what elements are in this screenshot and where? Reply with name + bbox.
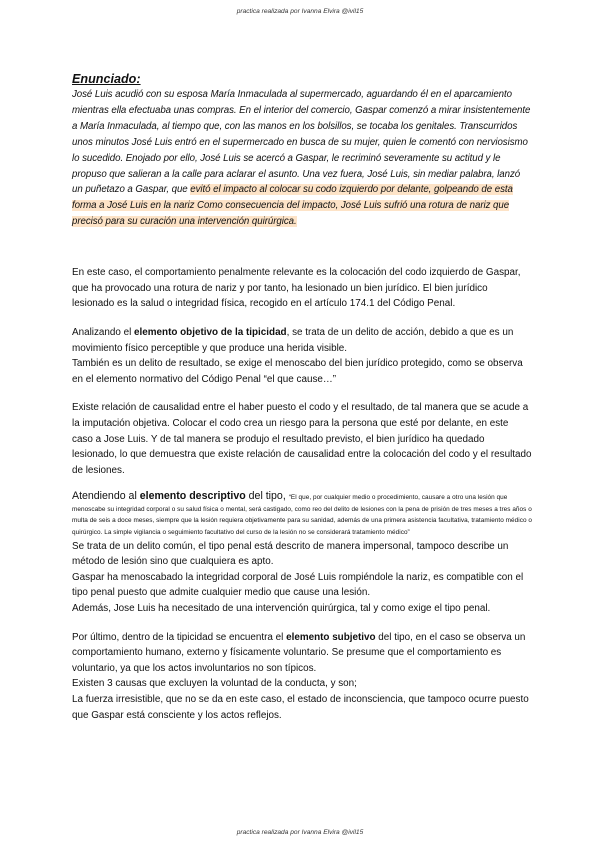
paragraph-elemento-objetivo xyxy=(72,325,532,356)
p2-post: , se trata de un delito de acción, debido a que es un movimiento físico perceptible y que produce una herida visible. xyxy=(72,326,514,354)
paragraph-causalidad: Existe relación de causalidad entre el haber puesto el codo y el resultado, de tal manera que se acude a la imputación objetiva. Colocar el codo crea un riesgo para la persona que esté por delante, en este caso a Jose Luis. Y de tal manera se produjo el resultado previsto, el bien jurídico ha quedado lesionado, lo que demuestra que existe relación de causalidad entre la colocación del codo y el resultado de lesiones. xyxy=(72,402,532,476)
document-body xyxy=(72,72,532,723)
page-header: practica realizada por Ivanna Elvira @ivil15 xyxy=(236,8,364,15)
paragraph-menoscabo: Gaspar ha menoscabado la integridad corporal de José Luis rompiéndole la nariz, es compatible con el tipo penal puesto que admite cualquier medio que cause una lesión. xyxy=(72,571,524,599)
codigo-penal-quote: “El que, por cualquier medio o procedimiento, causare a otro una lesión que menoscabe su integridad corporal o su salud física o mental, será castigado, como reo del delito de lesiones con la pena de prisión de tres meses a tres años o multa de seis a doce meses, siempre que la lesión requiera objetivamente para su sanidad, además de una primera asistencia facultativa, tratamiento médico o quirúrgico. La simple vigilancia o seguimiento facultativo del curso de la lesión no se considerará tratamiento médico” xyxy=(72,494,533,537)
p4-post: del tipo, xyxy=(245,490,289,503)
enunciado-text xyxy=(72,87,532,230)
paragraph-elemento-descriptivo xyxy=(72,491,532,538)
enunciado-highlight: evitó el impacto al colocar su codo izquierdo por delante, golpeando de esta forma a José Luis en la nariz Como consecuencia del impacto, José Luis sufrió una rotura de nariz que precisó para su curación una intervención quirúrgica. xyxy=(72,184,513,228)
p5-pre: Por último, dentro de la tipicidad se encuentra el xyxy=(72,631,287,643)
paragraph-delito-resultado: También es un delito de resultado, se exige el menoscabo del bien jurídico protegido, como se observa en el elemento normativo del Código Penal “el que cause…” xyxy=(72,358,523,385)
enunciado-title: Enunciado: xyxy=(72,72,141,86)
p2-bold: elemento objetivo de la tipicidad xyxy=(134,326,287,338)
p5-bold: elemento subjetivo xyxy=(286,631,376,643)
paragraph-causas: Existen 3 causas que excluyen la voluntad de la conducta, y son; xyxy=(72,678,357,690)
paragraph-delito-comun: Se trata de un delito común, el tipo penal está descrito de manera impersonal, tampoco describe un método de lesión sino que cualquiera es apto. xyxy=(72,540,509,568)
p4-bold: elemento descriptivo xyxy=(139,490,246,503)
p2-pre: Analizando el xyxy=(72,326,135,338)
p4-pre: Atendiendo al xyxy=(72,490,140,503)
paragraph-comportamiento: En este caso, el comportamiento penalmente relevante es la colocación del codo izquierdo de Gaspar, que ha provocado una rotura de nariz y por tanto, ha lesionado un bien jurídico. El bien jurídico lesionado es la salud o integridad física, recogido en el artículo 174.1 del Código Penal. xyxy=(72,267,521,310)
p5-post: del tipo, en el caso se observa un comportamiento humano, externo y físicamente voluntario. Se presume que el comportamiento es voluntario, ya que los actos involuntarios no son típicos. xyxy=(72,631,526,674)
enunciado-plain: José Luis acudió con su esposa María Inmaculada al supermercado, aguardando él en el aparcamiento mientras ella efectuaba unas compras. En el interior del comercio, Gaspar comenzó a mirar insistentemente a María Inmaculada, al tiempo que, con las manos en los bolsillos, se tocaba los genitales. Transcurridos unos minutos José Luis entró en el supermercado en busca de su mujer, quien le comentó con nerviosismo lo sucedido. Enojado por ello, José Luis se acercó a Gaspar, le recriminó severamente su actitud y le propuso que salieran a la calle para aclarar el asunto. Una vez fuera, José Luis, sin mediar palabra, lanzó un puñetazo a Gaspar, que xyxy=(72,89,531,196)
paragraph-fuerza-irresistible: La fuerza irresistible, que no se da en este caso, el estado de inconsciencia, que tampoco ocurre puesto que Gaspar está consciente y los actos reflejos. xyxy=(72,694,529,721)
paragraph-elemento-subjetivo xyxy=(72,630,532,677)
page-footer: practica realizada por Ivanna Elvira @ivil15 xyxy=(236,829,364,836)
paragraph-intervencion: Además, Jose Luis ha necesitado de una intervención quirúrgica, tal y como exige el tipo penal. xyxy=(72,603,491,615)
